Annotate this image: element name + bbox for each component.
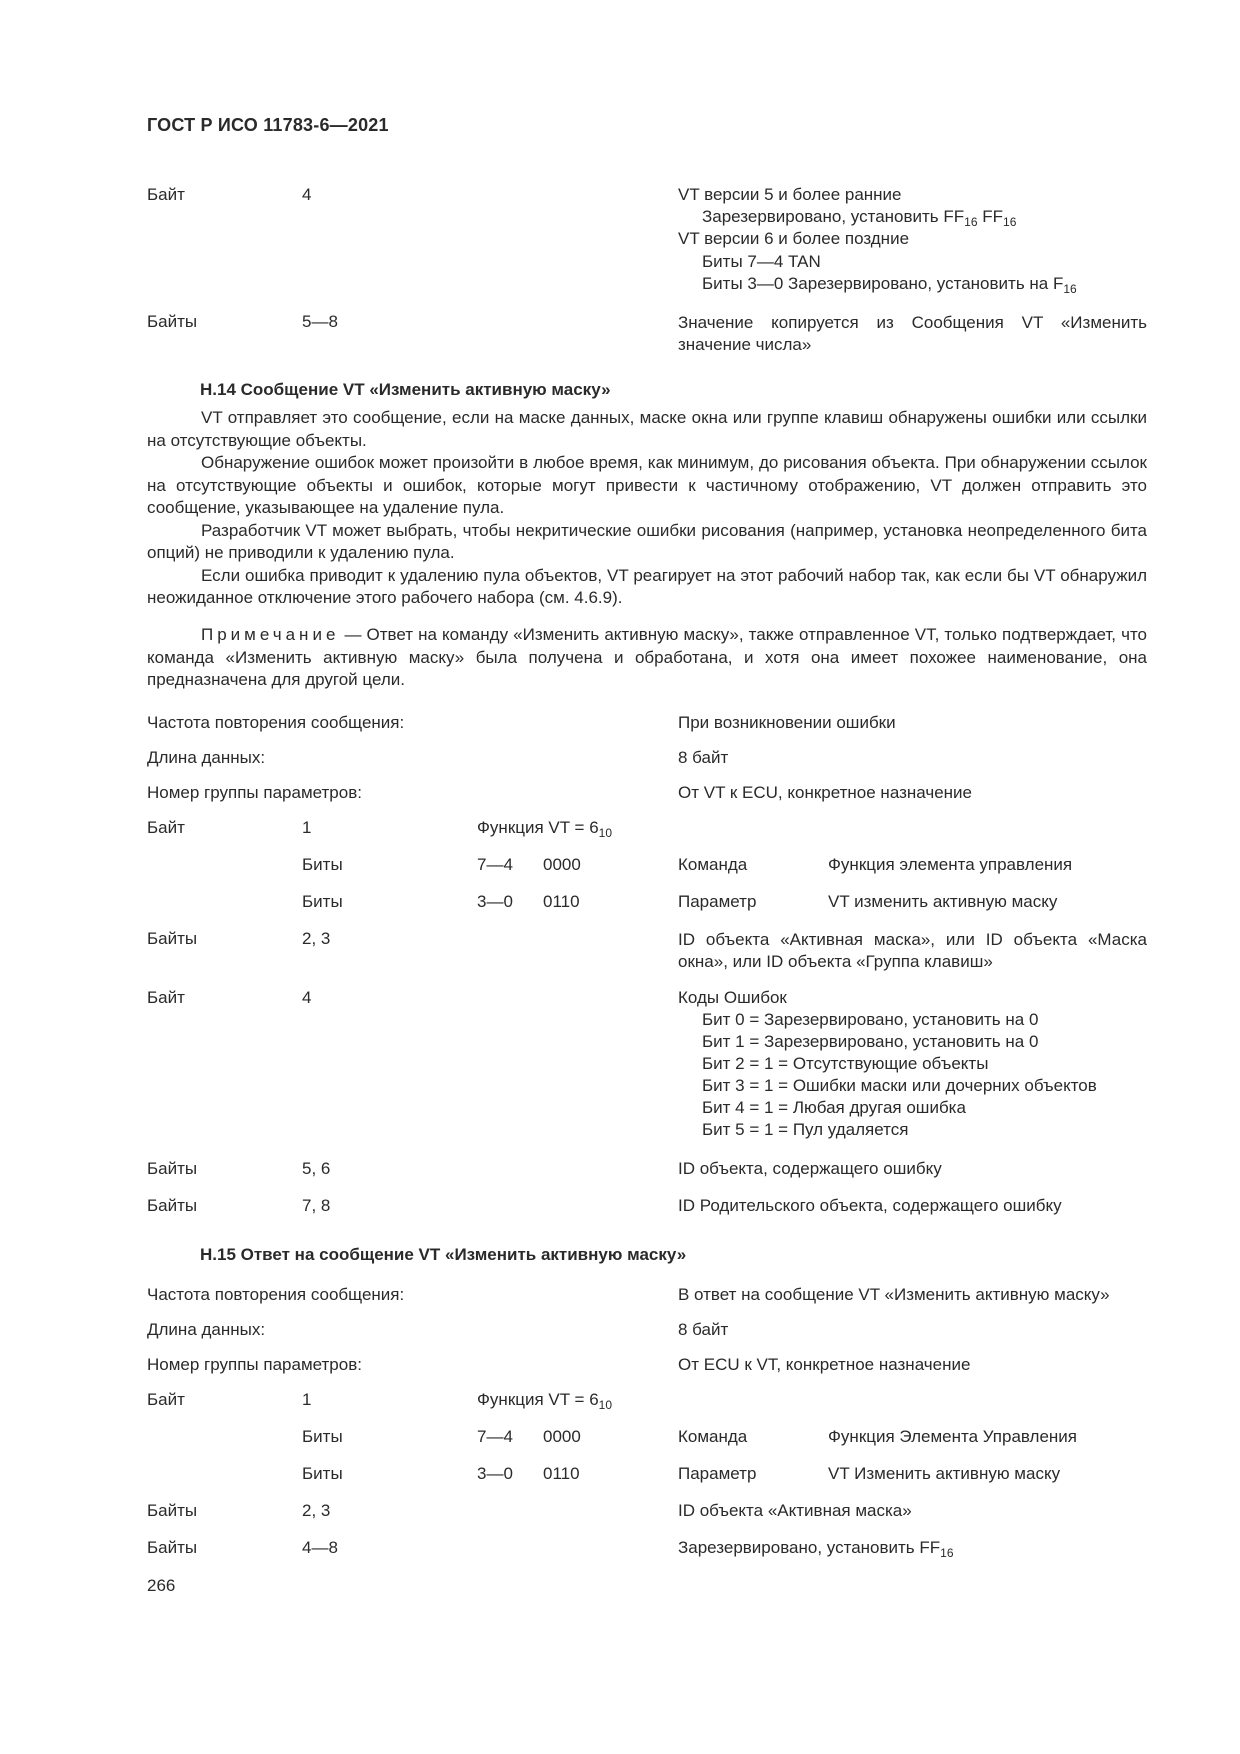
pgn-label: Номер группы параметров: <box>147 1355 362 1374</box>
freq-label: Частота повторения сообщения: <box>147 713 405 732</box>
byte-label: Байты <box>147 1196 198 1215</box>
vt-v5-reserved: Зарезервировано, установить $FF_{16}$ $FF_{16}$ <box>702 207 1017 229</box>
bits-name: Параметр <box>678 892 757 911</box>
note <box>147 624 1147 692</box>
bits-description: Функция Элемента Управления <box>828 1427 1077 1446</box>
paragraph: Разработчик VT может выбрать, чтобы некритические ошибки рисования (например, установка неопределенного бита опций) не приводили к удалению пула. <box>147 520 1147 562</box>
error-code-item: Бит 1 = Зарезервировано, установить на 0 <box>702 1032 1039 1051</box>
vt-v5-heading: VT версии 5 и более ранние <box>678 185 902 204</box>
vt-v6-bits-reserved: Биты 3—0 Зарезервировано, установить на $F_{16}$ <box>702 274 1077 296</box>
paragraph: Если ошибка приводит к удалению пула объектов, VT реагирует на этот рабочий набор так, как если бы VT обнаружил неожиданное отключение этого рабочего набора (см. 4.6.9). <box>147 565 1147 607</box>
byte-label: Байт <box>147 988 185 1007</box>
bits-name: Команда <box>678 855 748 874</box>
row-number: 5—8 <box>302 312 338 331</box>
error-codes-title: Коды Ошибок <box>678 988 787 1007</box>
bits-range: 7—4 <box>477 855 513 874</box>
paragraph: VT отправляет это сообщение, если на маске данных, маске окна или группе клавиш обнаружены ошибки или ссылки на отсутствующие объекты. <box>147 408 1147 450</box>
byte-description: ID объекта, содержащего ошибку <box>678 1159 942 1178</box>
byte-description: ID объекта «Активная маска» <box>678 1501 912 1520</box>
bits-description: VT Изменить активную маску <box>828 1464 1061 1483</box>
bits-value: 0000 <box>543 1427 581 1446</box>
pgn-label: Номер группы параметров: <box>147 783 362 802</box>
vt-v6-bits-tan: Биты 7—4 TAN <box>702 252 821 271</box>
length-label: Длина данных: <box>147 748 266 767</box>
vt-v6-heading: VT версии 6 и более поздние <box>678 229 910 248</box>
function-value: Функция VT = $6_{10}$ <box>477 818 613 840</box>
note-text: — Ответ на команду «Изменить активную маску», также отправленное VT, только подтверждает, что команда «Изменить активную маску» была получена и обработана, и хотя она имеет похожее наименование, она предназначена для другой цели. <box>147 625 1147 689</box>
byte-number: 2, 3 <box>302 1501 331 1520</box>
bits-range: 7—4 <box>477 1427 513 1446</box>
byte-number: 1 <box>302 818 312 837</box>
byte-label: Байт <box>147 818 185 837</box>
bits-range: 3—0 <box>477 892 513 911</box>
byte-label: Байты <box>147 929 198 948</box>
length-value: 8 байт <box>678 1320 729 1339</box>
bits-description: Функция элемента управления <box>828 855 1073 874</box>
byte-number: 7, 8 <box>302 1196 331 1215</box>
length-label: Длина данных: <box>147 1320 266 1339</box>
error-code-item: Бит 3 = 1 = Ошибки маски или дочерних объектов <box>702 1076 1097 1095</box>
byte-label: Байты <box>147 1501 198 1520</box>
bits-value: 0110 <box>543 892 580 911</box>
pgn-value: От VT к ECU, конкретное назначение <box>678 783 972 802</box>
bits-label: Биты <box>302 1464 343 1483</box>
byte-label: Байты <box>147 1159 198 1178</box>
byte-description: Зарезервировано, установить $FF_{16}$ <box>678 1538 954 1560</box>
freq-label: Частота повторения сообщения: <box>147 1285 405 1304</box>
section-title-h14: Н.14 Сообщение VT «Изменить активную маску» <box>200 380 611 399</box>
byte-number: 1 <box>302 1390 312 1409</box>
section-body-h14 <box>147 407 1147 610</box>
bits-label: Биты <box>302 1427 343 1446</box>
row-label: Байт <box>147 185 185 204</box>
byte-number: 5, 6 <box>302 1159 331 1178</box>
freq-value: При возникновении ошибки <box>678 713 896 732</box>
row-description: Значение копируется из Сообщения VT «Изменить значение числа» <box>678 313 1147 354</box>
freq-value: В ответ на сообщение VT «Изменить активную маску» <box>678 1285 1110 1304</box>
byte-number: 2, 3 <box>302 929 331 948</box>
bits-label: Биты <box>302 855 343 874</box>
row-number: 4 <box>302 185 312 204</box>
byte-description: ID объекта «Активная маска», или ID объекта «Маска окна», или ID объекта «Группа клавиш» <box>678 930 1147 971</box>
bits-value: 0000 <box>543 855 581 874</box>
error-code-item: Бит 4 = 1 = Любая другая ошибка <box>702 1098 966 1117</box>
function-value: Функция VT = $6_{10}$ <box>477 1390 613 1412</box>
bits-label: Биты <box>302 892 343 911</box>
error-code-item: Бит 0 = Зарезервировано, установить на 0 <box>702 1010 1039 1029</box>
paragraph: Обнаружение ошибок может произойти в любое время, как минимум, до рисования объекта. При обнаружении ссылок на отсутствующие объекты и ошибок, которые могут привести к частичному отображению, VT должен отправить это сообщение, указывающее на удаление пула. <box>147 453 1147 517</box>
byte-number: 4—8 <box>302 1538 338 1557</box>
note-label: Примечание <box>201 625 340 644</box>
byte-description: ID Родительского объекта, содержащего ошибку <box>678 1196 1062 1215</box>
bits-name: Команда <box>678 1427 748 1446</box>
pgn-value: От ECU к VT, конкретное назначение <box>678 1355 971 1374</box>
section-title-h15: Н.15 Ответ на сообщение VT «Изменить активную маску» <box>200 1245 687 1264</box>
bits-name: Параметр <box>678 1464 757 1483</box>
bits-description: VT изменить активную маску <box>828 892 1058 911</box>
page-number: 266 <box>147 1576 176 1595</box>
error-code-item: Бит 5 = 1 = Пул удаляется <box>702 1120 909 1139</box>
byte-label: Байты <box>147 1538 198 1557</box>
bits-value: 0110 <box>543 1464 580 1483</box>
length-value: 8 байт <box>678 748 729 767</box>
row-label: Байты <box>147 312 198 331</box>
page-header-title: ГОСТ Р ИСО 11783-6—2021 <box>147 115 389 135</box>
byte-number: 4 <box>302 988 312 1007</box>
byte-label: Байт <box>147 1390 185 1409</box>
bits-range: 3—0 <box>477 1464 513 1483</box>
error-code-item: Бит 2 = 1 = Отсутствующие объекты <box>702 1054 989 1073</box>
